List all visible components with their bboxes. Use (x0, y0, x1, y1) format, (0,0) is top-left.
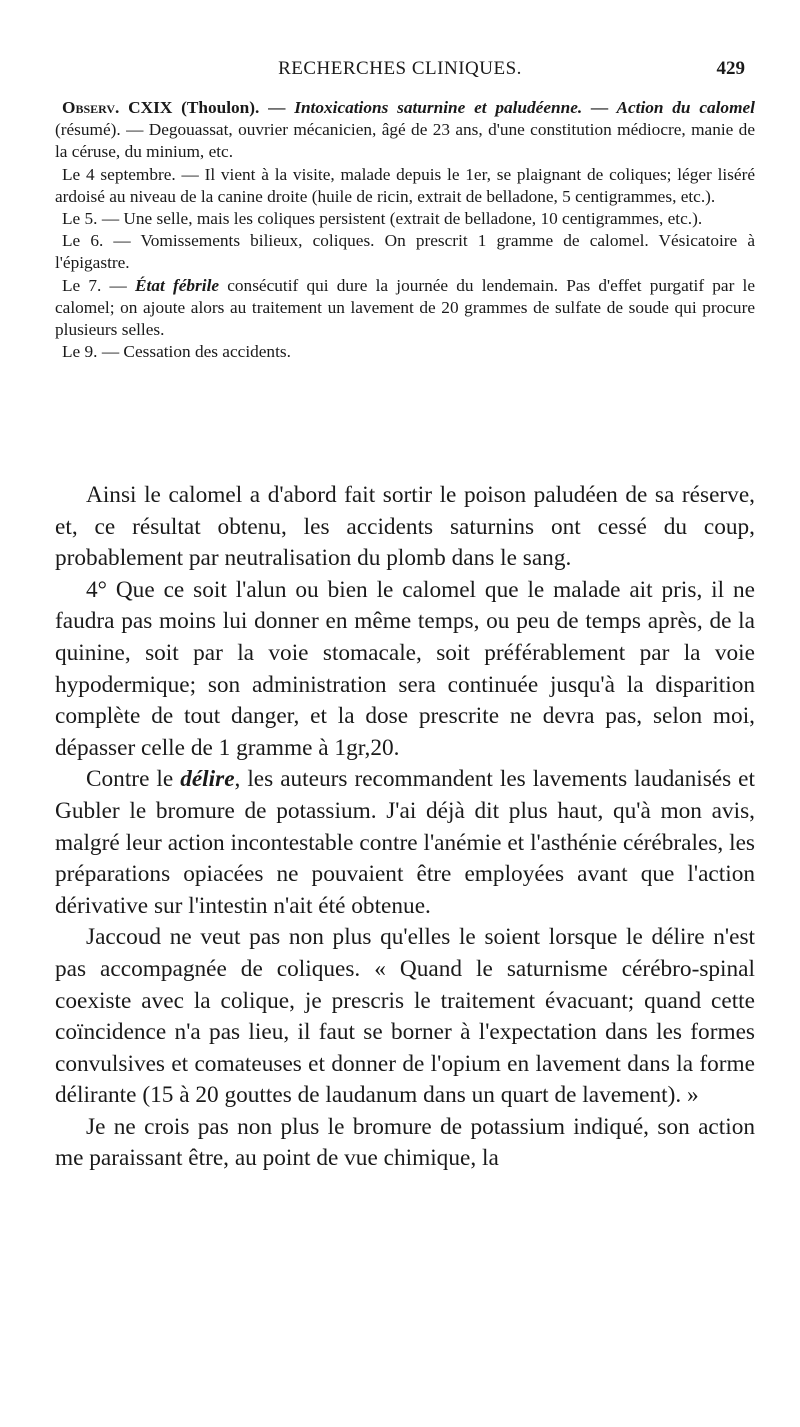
observation-entry: Le 6. — Vomissements bilieux, coliques. On prescrit 1 gramme de calomel. Vésicatoire à l'épigastre. (55, 231, 755, 273)
observation-heading (55, 97, 755, 164)
paragraph-start: Contre le (86, 766, 181, 793)
paragraph (55, 764, 755, 922)
entry-date: Le 7. — (62, 275, 136, 295)
observation-block (55, 97, 755, 363)
observation-entry: Le 9. — Cessation des accidents. (62, 342, 291, 362)
observation-entry (55, 275, 755, 342)
observation-entry: Le 5. — Une selle, mais les coliques persistent (extrait de belladone, 10 centigrammes, etc.). (62, 209, 703, 229)
observation-intro: (résumé). — Degouassat, ouvrier mécanicien, âgé de 23 ans, d'une constitution médiocre, manie de la céruse, du minium, etc. (55, 120, 755, 162)
page-number: 429 (716, 58, 745, 79)
main-text (55, 480, 755, 1175)
paragraph: Je ne crois pas non plus le bromure de potassium indiqué, son action me paraissant être, au point de vue chimique, la (55, 1113, 755, 1172)
paragraph-rest: , les auteurs recommandent les lavements laudanisés et Gubler le bromure de potassium. J'ai déjà dit plus haut, qu'à mon avis, malgré leur action incontestable contre l'anémie et l'asthénie cérébrales, les préparations opiacées ne pouvaient être employées avant que l'action dérivative sur l'intestin n'ait été obtenue. (55, 766, 755, 919)
paragraph-emphasis: délire (180, 766, 235, 793)
observation-number: CXIX (Thoulon). — (119, 98, 295, 117)
observation-label: Observ. (62, 98, 120, 117)
paragraph: Jaccoud ne veut pas non plus qu'elles le soient lorsque le délire n'est pas accompagnée de coliques. « Quand le saturnisme cérébro-spinal coexiste avec la colique, je prescris le traitement évacuant; quand cette coïncidence n'a pas lieu, il faut se borner à l'expectation dans les formes convulsives et comateuses et donner de l'opium en lavement dans la forme délirante (15 à 20 gouttes de laudanum dans un quart de lavement). » (55, 924, 755, 1109)
observation-entry: Le 4 septembre. — Il vient à la visite, malade depuis le 1er, se plaignant de coliques; léger liséré ardoisé au niveau de la canine droite (huile de ricin, extrait de belladone, 5 centigrammes, etc.). (55, 164, 755, 206)
paragraph: 4° Que ce soit l'alun ou bien le calomel que le malade ait pris, il ne faudra pas moins lui donner en même temps, ou peu de temps après, de la quinine, soit par la voie stomacale, soit préférablement par la voie hypodermique; son administration sera continuée jusqu'à la disparition complète de tout danger, et la dose prescrite ne devra pas, selon moi, dépasser celle de 1 gramme à 1gr,20. (55, 576, 755, 761)
paragraph: Ainsi le calomel a d'abord fait sortir le poison paludéen de sa réserve, et, ce résultat obtenu, les accidents saturnins ont cessé du coup, probablement par neutralisation du plomb dans le sang. (55, 482, 755, 572)
entry-emphasis: État fébrile (135, 275, 220, 295)
running-title: RECHERCHES CLINIQUES. (278, 58, 522, 79)
entry-text: consécutif qui dure la journée du lendemain. Pas d'effet purgatif par le calomel; on ajoute alors au traitement un lavement de 20 grammes de sulfate de soude qui procure plusieurs selles. (55, 275, 756, 340)
running-head (0, 58, 800, 88)
observation-title: Intoxications saturnine et paludéenne. — Action du calomel (294, 98, 755, 117)
